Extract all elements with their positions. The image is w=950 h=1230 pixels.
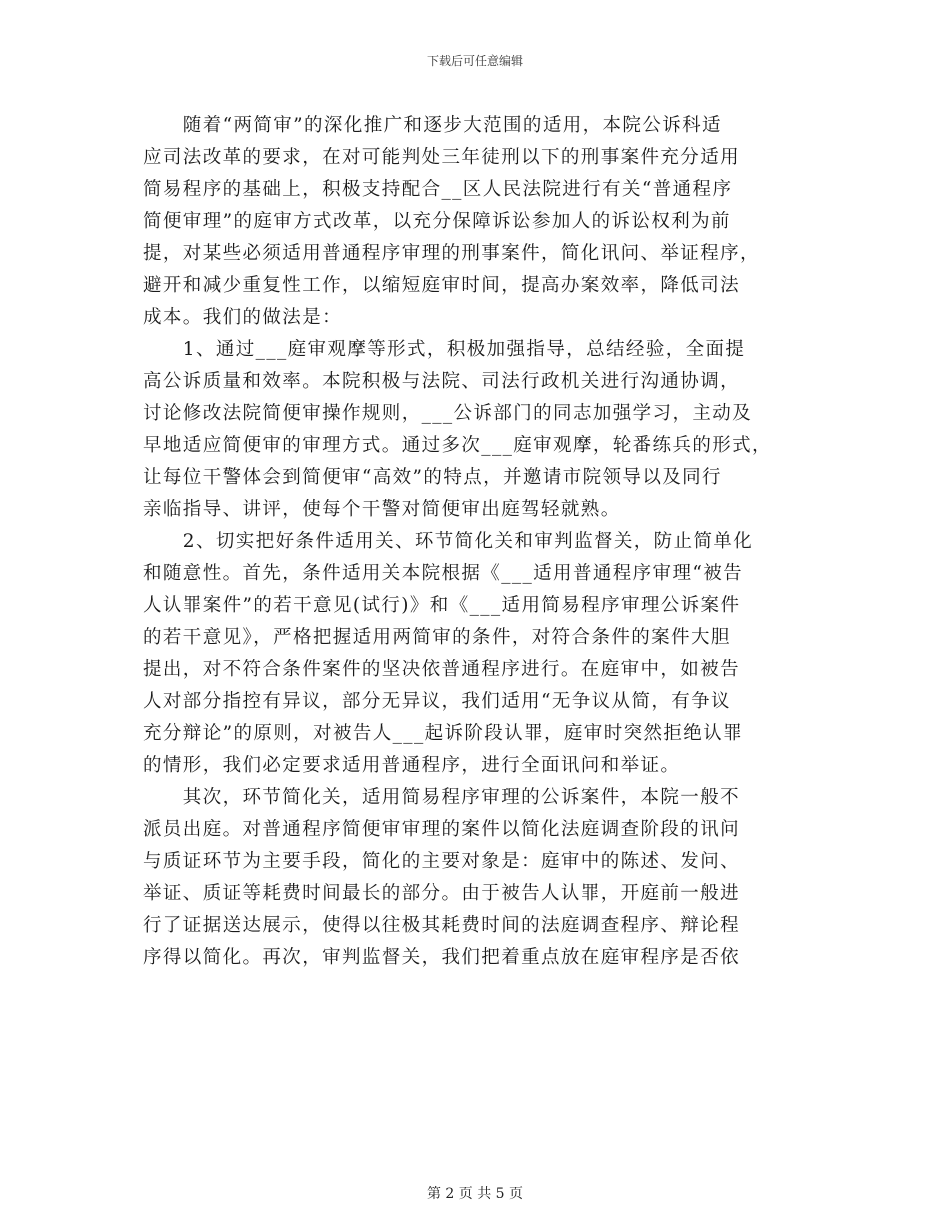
text-line: 的若干意见》，严格把握适用两简审的条件，对符合条件的案件大胆	[143, 627, 731, 648]
text-line: 早地适应简便审的审理方式。通过多次___庭审观摩，轮番练兵的形式，	[143, 435, 772, 456]
text-line: 举证、质证等耗费时间最长的部分。由于被告人认罪，开庭前一般进	[143, 883, 741, 904]
text-line: 让每位干警体会到简便审“高效”的特点，并邀请市院领导以及同行	[143, 467, 722, 488]
text-line: 成本。我们的做法是：	[143, 307, 343, 328]
text-line: 提，对某些必须适用普通程序审理的刑事案件，简化讯问、举证程序，	[143, 243, 760, 264]
text-line: 派员出庭。对普通程序简便审审理的案件以简化法庭调查阶段的讯问	[143, 819, 741, 840]
text-line: 应司法改革的要求，在对可能判处三年徒刑以下的刑事案件充分适用	[143, 147, 741, 168]
text-line: 避开和减少重复性工作，以缩短庭审时间，提高办案效率，降低司法	[143, 275, 741, 296]
text-line: 2、切实把好条件适用关、环节简化关和审判监督关，防止简单化	[143, 531, 754, 552]
text-line: 1、通过___庭审观摩等形式，积极加强指导，总结经验，全面提	[143, 339, 746, 360]
text-line: 行了证据送达展示，使得以往极其耗费时间的法庭调查程序、辩论程	[143, 915, 741, 936]
text-line: 序得以简化。再次，审判监督关，我们把着重点放在庭审程序是否依	[143, 947, 741, 968]
text-line: 讨论修改法院简便审操作规则，___公诉部门的同志加强学习，主动及	[143, 403, 753, 424]
text-line: 高公诉质量和效率。本院积极与法院、司法行政机关进行沟通协调，	[143, 371, 741, 392]
text-line: 简易程序的基础上，积极支持配合__区人民法院进行有关“普通程序	[143, 179, 733, 200]
text-line: 人对部分指控有异议，部分无异议，我们适用“无争议从简，有争议	[143, 691, 731, 712]
text-line: 随着“两简审”的深化推广和逐步大范围的适用，本院公诉科适	[143, 115, 722, 136]
text-line: 亲临指导、讲评，使每个干警对简便审出庭驾轻就熟。	[143, 499, 621, 520]
text-line: 提出，对不符合条件案件的坚决依普通程序进行。在庭审中，如被告	[143, 659, 741, 680]
text-line: 充分辩论”的原则，对被告人___起诉阶段认罪，庭审时突然拒绝认罪	[143, 723, 744, 744]
text-line: 其次，环节简化关，适用简易程序审理的公诉案件，本院一般不	[143, 787, 741, 808]
document-body	[143, 110, 809, 974]
text-line: 与质证环节为主要手段，简化的主要对象是：庭审中的陈述、发问、	[143, 851, 741, 872]
text-line: 的情形，我们必定要求适用普通程序，进行全面讯问和举证。	[143, 755, 681, 776]
text-line: 人认罪案件”的若干意见(试行)》和《___适用简易程序审理公诉案件	[143, 595, 741, 616]
page-footer: 第 2 页 共 5 页	[426, 1186, 524, 1202]
page-header: 下载后可任意编辑	[426, 54, 523, 68]
text-line: 简便审理”的庭审方式改革，以充分保障诉讼参加人的诉讼权利为前	[143, 211, 731, 232]
text-line: 和随意性。首先，条件适用关本院根据《___适用普通程序审理“被告	[143, 563, 744, 584]
